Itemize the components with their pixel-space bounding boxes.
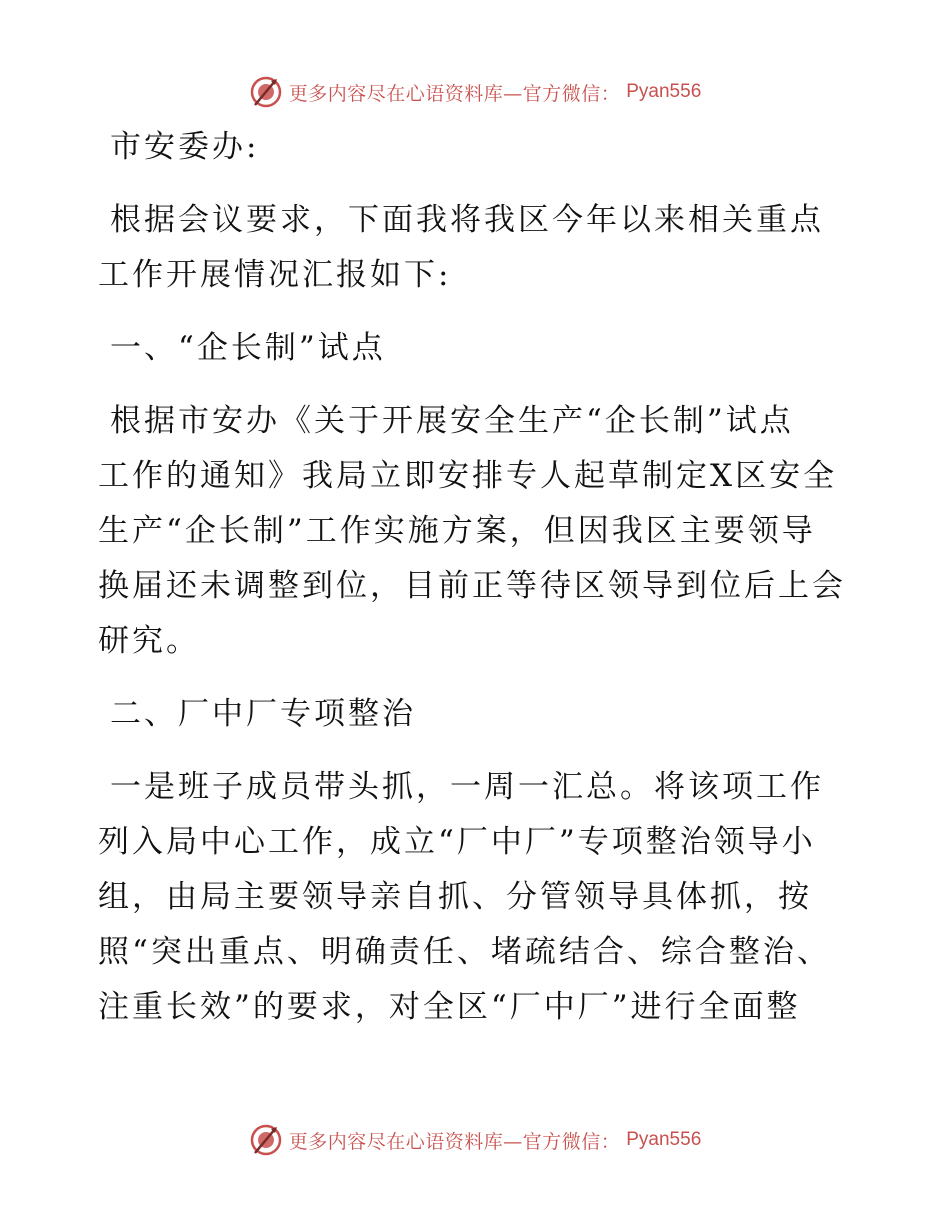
intro-line-2: 工作开展情况汇报如下:: [98, 257, 452, 293]
watermark-header: [0, 72, 950, 112]
section-2-line-5: 注重长效”的要求，对全区“厂中厂”进行全面整: [98, 989, 801, 1025]
document-body: [98, 120, 858, 1035]
section-1-heading: 一、“企长制”试点: [110, 330, 386, 366]
section-2-line-2: 列入局中心工作，成立“厂中厂”专项整治领导小: [98, 824, 816, 860]
section-1-line-2: 工作的通知》我局立即安排专人起草制定X区安全: [98, 458, 838, 494]
section-2-line-4: 照“突出重点、明确责任、堵疏结合、综合整治、: [98, 934, 831, 970]
section-1-line-4: 换届还未调整到位，目前正等待区领导到位后上会: [98, 568, 846, 604]
section-1-line-3: 生产“企长制”工作实施方案，但因我区主要领导: [98, 513, 816, 549]
intro-line-1: 根据会议要求，下面我将我区今年以来相关重点: [110, 202, 824, 238]
quill-logo-icon: [249, 75, 283, 109]
section-2-line-1: 一是班子成员带头抓，一周一汇总。将该项工作: [110, 769, 824, 805]
section-2-line-3: 组，由局主要领导亲自抓、分管领导具体抓，按: [98, 879, 812, 915]
salutation: 市安委办:: [110, 129, 260, 165]
section-1-line-5: 研究。: [98, 623, 200, 659]
section-2-heading: 二、厂中厂专项整治: [110, 696, 416, 732]
section-1-line-1: 根据市安办《关于开展安全生产“企长制”试点: [110, 403, 794, 439]
watermark-footer: [0, 1120, 950, 1160]
watermark-text: 更多内容尽在心语资料库—官方微信：: [288, 1130, 621, 1153]
watermark-text: 更多内容尽在心语资料库—官方微信：: [288, 82, 621, 105]
watermark-wechat-id: Pyan556: [626, 81, 702, 102]
watermark-wechat-id: Pyan556: [626, 1129, 702, 1150]
quill-logo-icon: [249, 1123, 283, 1157]
